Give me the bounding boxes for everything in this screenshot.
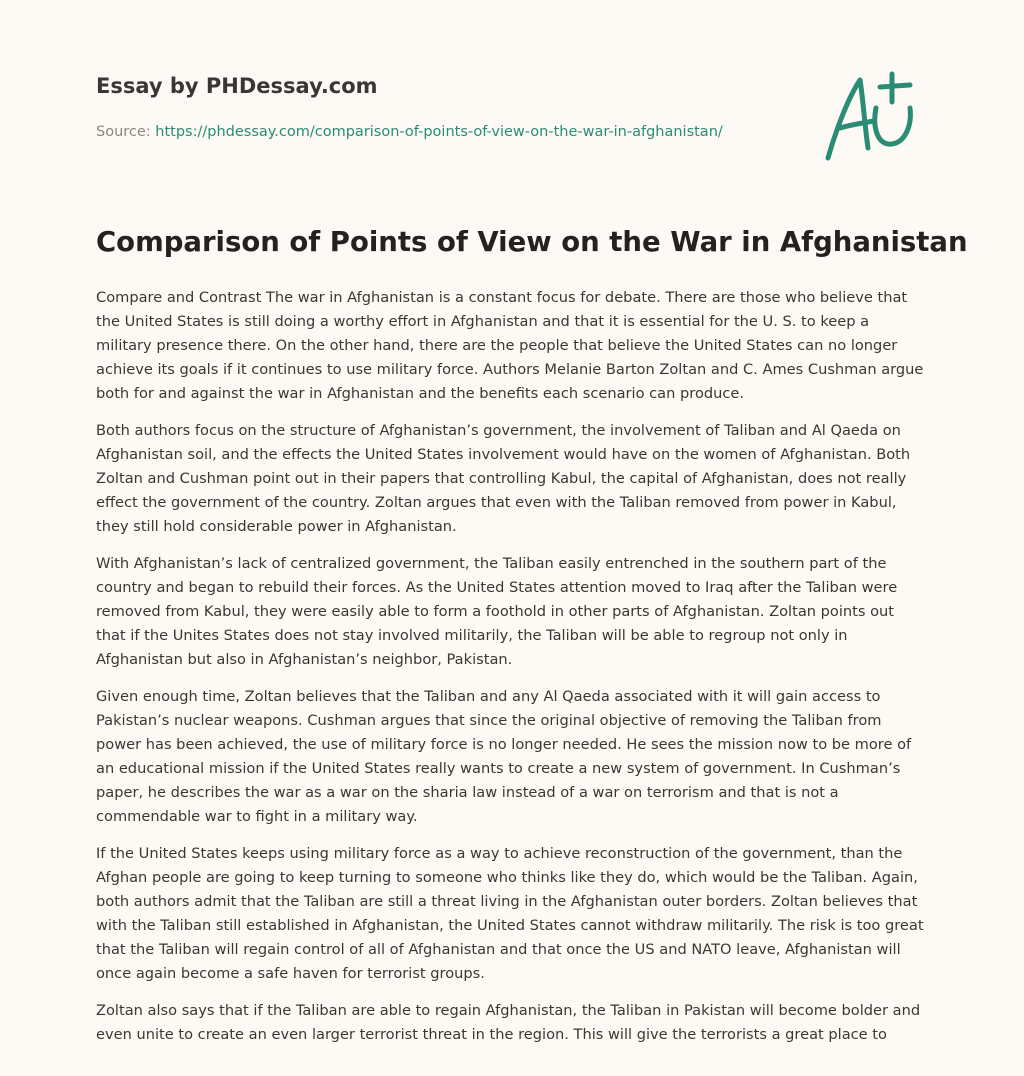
source-label: Source: <box>96 124 156 140</box>
site-brand: Essay by PHDessay.com <box>96 74 378 98</box>
essay-paragraph: With Afghanistan’s lack of centralized government, the Taliban easily entrenched in the southern part of the country and began to rebuild their forces. As the United States attention moved to Iraq after the Taliban were removed from Kabul, they were easily able to form a foothold in other parts of Afghanistan. Zoltan points out that if the Unites States does not stay involved militarily, the Taliban will be able to regroup not only in Afghanistan but also in Afghanistan’s neighbor, Pakistan. <box>96 555 898 668</box>
essay-paragraph: Compare and Contrast The war in Afghanistan is a constant focus for debate. There are those who believe that the United States is still doing a worthy effort in Afghanistan and that it is essential for the U. S. to keep a military presence there. On the other hand, there are the people that believe the United States can no longer achieve its goals if it continues to use military force. Authors Melanie Barton Zoltan and C. Ames Cushman argue both for and against the war in Afghanistan and the benefits each scenario can produce. <box>96 289 924 402</box>
essay-paragraph: Both authors focus on the structure of Afghanistan’s government, the involvement of Taliban and Al Qaeda on Afghanistan soil, and the effects the United States involvement would have on the women of Afghanistan. Both Zoltan and Cushman point out in their papers that controlling Kabul, the capital of Afghanistan, does not really effect the government of the country. Zoltan argues that even with the Taliban removed from power in Kabul, they still hold considerable power in Afghanistan. <box>96 422 911 535</box>
essay-paragraph: Zoltan also says that if the Taliban are able to regain Afghanistan, the Taliban in Pakistan will become bolder and even unite to create an even larger terrorist threat in the region. This will give the terrorists a great place to <box>96 1002 921 1043</box>
essay-body <box>96 286 928 1060</box>
essay-paragraph: Given enough time, Zoltan believes that the Taliban and any Al Qaeda associated with it will gain access to Pakistan’s nuclear weapons. Cushman argues that since the original objective of removing the Taliban from power has been achieved, the use of military force is no longer needed. He sees the mission now to be more of an educational mission if the United States really wants to create a new system of government. In Cushman’s paper, he describes the war as a war on the sharia law instead of a war on terrorism and that is not a commendable war to fight in a military way. <box>96 688 912 825</box>
source-link[interactable]: https://phdessay.com/comparison-of-points-of-view-on-the-war-in-afghanistan/ <box>155 124 723 140</box>
essay-paragraph: If the United States keeps using military force as a way to achieve reconstruction of the government, than the Afghan people are going to keep turning to someone who thinks like they do, which would be the Taliban. Again, both authors admit that the Taliban are still a threat living in the Afghanistan outer borders. Zoltan believes that with the Taliban still established in Afghanistan, the United States cannot withdraw militarily. The risk is too great that the Taliban will regain control of all of Afghanistan and that once the US and NATO leave, Afghanistan will once again become a safe haven for terrorist groups. <box>96 845 924 982</box>
essay-title: Comparison of Points of View on the War in Afghanistan <box>96 226 968 258</box>
source-line <box>96 124 723 140</box>
a-plus-logo-icon <box>818 68 928 164</box>
